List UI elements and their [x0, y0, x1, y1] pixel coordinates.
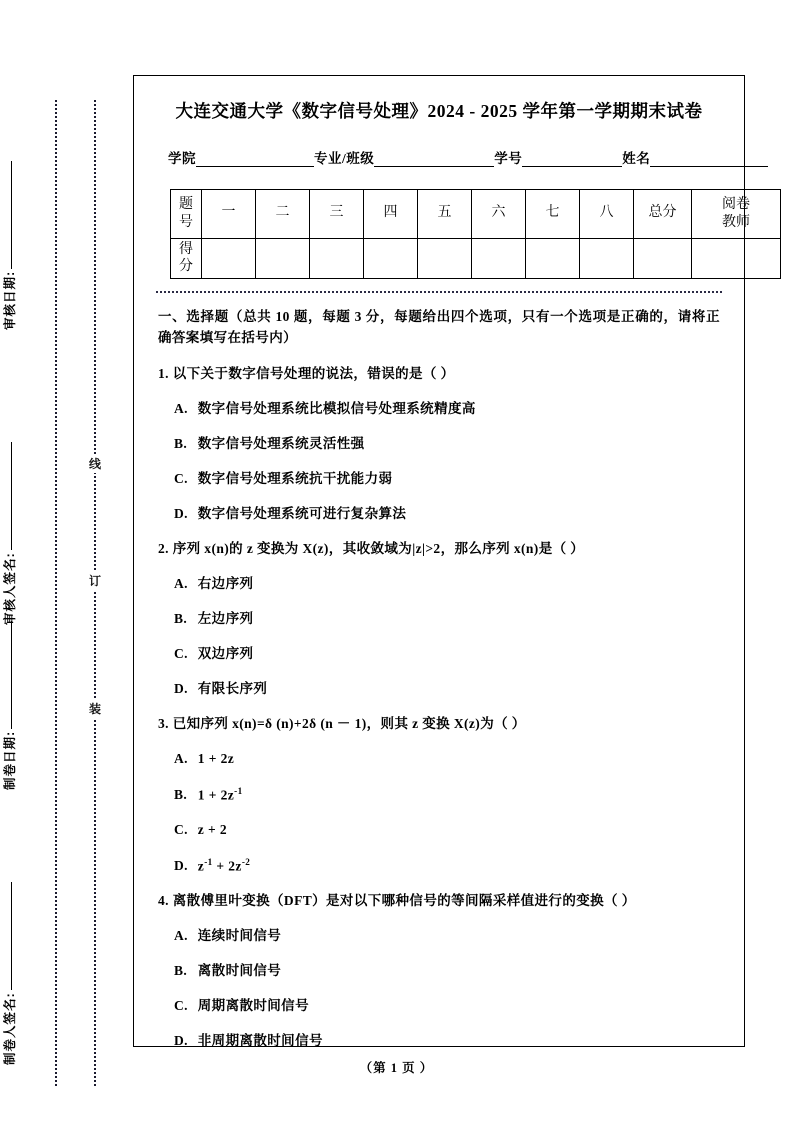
option-text: 右边序列 [197, 576, 254, 591]
field-major-class-label: 专业/班级 [314, 150, 375, 166]
question-3-option-b[interactable] [174, 784, 720, 806]
question-4-option-a[interactable] [174, 926, 720, 947]
option-key: C. [174, 998, 188, 1014]
field-major-class [314, 147, 494, 167]
table-row-question-numbers [171, 189, 781, 238]
option-key: C. [174, 471, 188, 487]
question-2-option-c[interactable] [174, 644, 720, 665]
score-table [170, 189, 781, 279]
question-3-number: 3. [158, 715, 169, 731]
question-2-text: 序列 x(n)的 z 变换为 X(z)，其收敛域为|z|>2，那么序列 x(n)是（ ） [172, 541, 585, 557]
field-college [168, 147, 314, 167]
margin-rule [11, 882, 12, 990]
col-header-1: 一 [202, 189, 256, 238]
question-4 [158, 891, 720, 912]
field-student-id-input[interactable] [522, 153, 622, 167]
question-1-option-d[interactable] [174, 504, 720, 525]
score-cell-2[interactable] [256, 238, 310, 278]
field-major-class-input[interactable] [374, 153, 494, 167]
question-3 [158, 714, 720, 735]
row-label-question-no: 题 号 [171, 189, 202, 238]
question-1-option-a[interactable] [174, 399, 720, 420]
question-4-option-b[interactable] [174, 961, 720, 982]
option-text: 离散时间信号 [197, 963, 282, 979]
option-text: 左边序列 [197, 610, 254, 626]
margin-label-reviewer-signature: 审核人签名: [0, 325, 18, 625]
col-header-8: 八 [580, 189, 634, 238]
option-text-2: + 2z [212, 858, 242, 874]
exam-sheet-border [133, 75, 750, 1048]
option-text: 数字信号处理系统比模拟信号处理系统精度高 [197, 401, 476, 417]
option-text: 有限长序列 [197, 680, 268, 696]
question-3-option-a[interactable] [174, 749, 720, 770]
question-4-option-d[interactable] [174, 1031, 720, 1052]
option-key: D. [174, 1032, 188, 1048]
question-2-number: 2. [158, 541, 169, 557]
question-1 [158, 364, 720, 385]
option-key: C. [174, 821, 188, 837]
option-text: 数字信号处理系统灵活性强 [197, 436, 365, 452]
question-3-option-c[interactable] [174, 820, 720, 841]
col-header-6: 六 [472, 189, 526, 238]
option-key: D. [174, 506, 188, 522]
section-divider [156, 291, 722, 293]
binding-mark-ding: 订 [86, 572, 104, 590]
margin-label-production-date: 制卷日期: [0, 490, 18, 790]
page-footer: （第 1 页 ） [359, 1061, 434, 1075]
question-3-option-d[interactable] [174, 855, 720, 877]
margin-rule [11, 161, 12, 269]
question-2 [158, 539, 720, 560]
field-name-input[interactable] [650, 153, 768, 167]
question-4-text: 离散傅里叶变换（DFT）是对以下哪种信号的等间隔采样值进行的变换（ ） [172, 893, 636, 909]
field-name [622, 147, 768, 167]
question-1-option-c[interactable] [174, 469, 720, 490]
question-4-number: 4. [158, 893, 169, 909]
question-body [158, 307, 720, 1052]
option-key: D. [174, 858, 188, 874]
col-header-3: 三 [310, 189, 364, 238]
question-1-option-b[interactable] [174, 434, 720, 455]
score-cell-total[interactable] [634, 238, 692, 278]
score-cell-5[interactable] [418, 238, 472, 278]
option-exponent-2: -2 [241, 856, 251, 867]
option-text: 连续时间信号 [197, 928, 282, 944]
table-row-scores [171, 238, 781, 278]
score-cell-7[interactable] [526, 238, 580, 278]
score-cell-6[interactable] [472, 238, 526, 278]
row-label-score: 得 分 [171, 238, 202, 278]
margin-rule [11, 621, 12, 729]
score-table-wrapper [170, 189, 750, 279]
option-key: B. [174, 436, 188, 452]
option-text: z + 2 [197, 821, 227, 837]
margin-label-producer-signature: 制卷人签名: [0, 765, 18, 1065]
option-key: A. [174, 750, 188, 766]
option-text: 双边序列 [197, 645, 254, 661]
option-key: B. [174, 610, 188, 626]
field-college-input[interactable] [196, 153, 314, 167]
question-3-text: 已知序列 x(n)=δ (n)+2δ (n － 1)，则其 z 变换 X(z)为（ ） [172, 715, 526, 731]
score-cell-4[interactable] [364, 238, 418, 278]
section-heading-1: 一、选择题（总共 10 题，每题 3 分，每题给出四个选项，只有一个选项是正确的，请将正确答案填写在括号内） [158, 308, 720, 345]
option-text: 数字信号处理系统抗干扰能力弱 [197, 471, 393, 487]
option-key: C. [174, 645, 188, 661]
option-key: A. [174, 928, 188, 944]
col-header-2: 二 [256, 189, 310, 238]
option-key: D. [174, 680, 188, 696]
option-key: A. [174, 576, 188, 591]
col-header-5: 五 [418, 189, 472, 238]
option-exponent: -1 [234, 785, 243, 796]
student-info-row [168, 147, 718, 167]
field-name-label: 姓名 [622, 150, 651, 166]
margin-label-review-date: 审核日期: [0, 30, 18, 330]
option-text: 数字信号处理系统可进行复杂算法 [197, 506, 407, 522]
option-key: A. [174, 401, 188, 417]
field-student-id-label: 学号 [494, 150, 523, 166]
question-4-option-c[interactable] [174, 996, 720, 1017]
option-text: 1 + 2z [197, 787, 235, 803]
option-key: B. [174, 787, 188, 803]
option-key: B. [174, 963, 188, 979]
binding-dashed-line-outer [55, 100, 57, 1086]
option-text: 1 + 2z [197, 750, 235, 766]
page-title: 大连交通大学《数字信号处理》2024 - 2025 学年第一学期期末试卷 [175, 101, 703, 121]
binding-mark-xian: 线 [86, 455, 104, 473]
question-2-option-a[interactable] [174, 574, 720, 595]
question-1-text: 以下关于数字信号处理的说法，错误的是（ ） [172, 366, 455, 382]
binding-mark-zhuang: 装 [86, 700, 104, 718]
option-exponent-1: -1 [204, 856, 213, 867]
score-cell-1[interactable] [202, 238, 256, 278]
score-cell-3[interactable] [310, 238, 364, 278]
binding-dashed-line-inner [94, 100, 96, 1086]
col-header-7: 七 [526, 189, 580, 238]
score-cell-grader[interactable] [692, 238, 781, 278]
col-header-total: 总分 [634, 189, 692, 238]
option-text: 周期离散时间信号 [197, 998, 309, 1014]
question-1-number: 1. [158, 366, 169, 382]
col-header-4: 四 [364, 189, 418, 238]
question-2-option-b[interactable] [174, 609, 720, 630]
option-text: z [197, 858, 205, 874]
option-text: 非周期离散时间信号 [197, 1032, 323, 1048]
question-2-option-d[interactable] [174, 679, 720, 700]
field-student-id [494, 147, 622, 167]
col-header-grader: 阅卷 教师 [692, 189, 781, 238]
field-college-label: 学院 [168, 150, 196, 166]
score-cell-8[interactable] [580, 238, 634, 278]
